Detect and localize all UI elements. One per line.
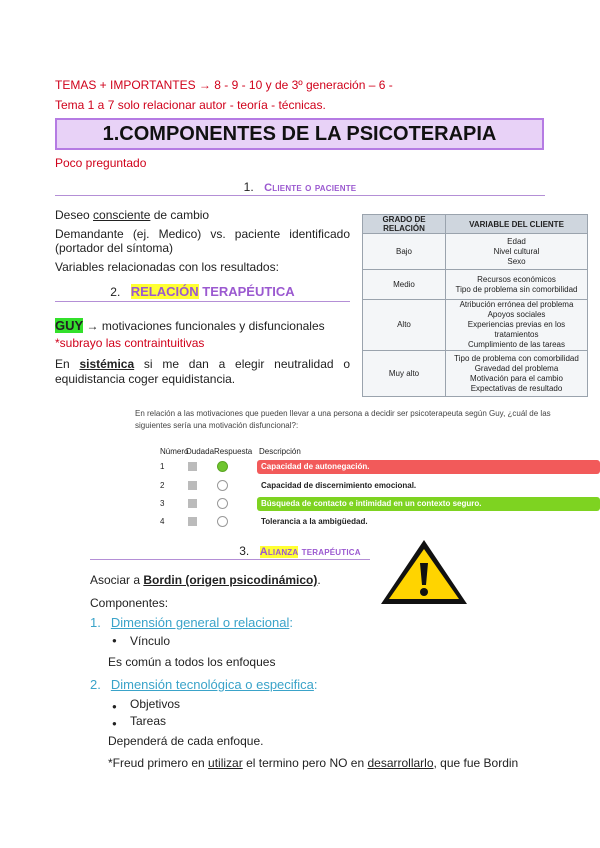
- answer-description: Capacidad de autonegación.: [257, 460, 600, 474]
- asociar-text: Asociar a Bordin (origen psicodinámico).: [90, 573, 321, 587]
- quiz-row[interactable]: 1 Capacidad de autonegación.: [160, 460, 590, 474]
- answer-radio[interactable]: [217, 498, 228, 509]
- section-1-rule: [55, 195, 545, 196]
- quiz-row[interactable]: 4 Tolerancia a la ambigüedad.: [160, 515, 590, 529]
- section-1-number: 1.: [243, 180, 254, 194]
- header-line-2: Tema 1 a 7 solo relacionar autor - teoría - técnicas.: [55, 98, 326, 112]
- quiz-header-num: Número: [160, 447, 189, 456]
- list-item: ● Tareas: [108, 713, 180, 730]
- dudada-checkbox[interactable]: [188, 499, 197, 508]
- table-vars: Atribución errónea del problema Apoyos sociales Experiencias previas en los tratamientos Cumplimiento de las tareas: [446, 300, 588, 351]
- variables-text: Variables relacionadas con los resultados:: [55, 260, 279, 274]
- dimension-2-link[interactable]: Dimensión tecnológica o especifica: [110, 677, 314, 692]
- warning-triangle-icon: [378, 537, 470, 607]
- section-1-label: Cliente o paciente: [264, 182, 357, 194]
- answer-description: Búsqueda de contacto e intimidad en un contexto seguro.: [257, 497, 600, 511]
- quiz-row[interactable]: 2 Capacidad de discernimiento emocional.: [160, 479, 590, 493]
- sistemica-text: En sistémica si me dan a elegir neutralidad o equidistancia coger equidistancia.: [55, 357, 350, 386]
- variables-table: [362, 214, 588, 397]
- guy-line: GUY → motivaciones funcionales y disfuncionales: [55, 318, 325, 333]
- dimension-2-heading: 2. Dimensión tecnológica o especifica:: [90, 677, 318, 692]
- answer-radio[interactable]: [217, 461, 228, 472]
- quiz-header-dudada: Dudada: [186, 447, 215, 456]
- table-grade: Bajo: [363, 234, 446, 270]
- table-grade: Alto: [363, 300, 446, 351]
- section-2-label: RELACIÓN TERAPÉUTICA: [130, 284, 295, 299]
- dudada-checkbox[interactable]: [188, 517, 197, 526]
- table-header-variable: VARIABLE DEL CLIENTE: [446, 215, 588, 234]
- deseo-text: Deseo consciente de cambio: [55, 208, 210, 222]
- answer-description: Capacidad de discernimiento emocional.: [261, 481, 417, 490]
- table-vars: Edad Nivel cultural Sexo: [446, 234, 588, 270]
- list-item: ● Objetivos: [108, 696, 180, 713]
- guy-name: GUY: [55, 318, 84, 333]
- section-3-rule: [90, 559, 370, 560]
- componentes-label: Componentes:: [90, 596, 169, 610]
- section-3-number: 3.: [239, 544, 250, 558]
- quiz-header-descripcion: Descripción: [259, 447, 301, 456]
- section-3-heading: [0, 542, 600, 560]
- demandante-text: Demandante (ej. Medico) vs. paciente identificado (portador del síntoma): [55, 227, 350, 255]
- dimension-2-note: Dependerá de cada enfoque.: [108, 734, 264, 748]
- table-grade: Medio: [363, 270, 446, 300]
- table-vars: Recursos económicos Tipo de problema sin comorbilidad: [446, 270, 588, 300]
- dudada-checkbox[interactable]: [188, 462, 197, 471]
- dimension-1-note: Es común a todos los enfoques: [108, 655, 276, 669]
- section-1-heading: [0, 178, 600, 196]
- answer-radio[interactable]: [217, 480, 228, 491]
- poco-preguntado: Poco preguntado: [55, 156, 147, 170]
- table-header-grado: GRADO DE RELACIÓN: [363, 215, 446, 234]
- quiz-question: En relación a las motivaciones que pueden llevar a una persona a decidir ser psicoterapeuta según Guy, ¿cuál de las siguientes sería una motivación disfuncional?:: [135, 409, 551, 430]
- freud-note: *Freud primero en utilizar el termino pero NO en desarrollarlo, que fue Bordin: [108, 756, 519, 770]
- table-vars: Tipo de problema con comorbilidad Gravedad del problema Motivación para el cambio Expectativas de resultado: [446, 351, 588, 397]
- section-2-heading: [55, 283, 350, 301]
- page-title: 1.COMPONENTES DE LA PSICOTERAPIA: [55, 118, 544, 150]
- dimension-1-link[interactable]: Dimensión general o relacional: [110, 615, 290, 630]
- quiz-header-respuesta: Respuesta: [214, 447, 253, 456]
- quiz-row[interactable]: 3 Búsqueda de contacto e intimidad en un contexto seguro.: [160, 497, 590, 511]
- dudada-checkbox[interactable]: [188, 481, 197, 490]
- guy-note: *subrayo las contraintuitivas: [55, 336, 205, 350]
- list-item: ● Vínculo: [108, 634, 170, 648]
- dimension-1-list: [108, 634, 170, 648]
- section-2-rule: [55, 301, 350, 302]
- dimension-2-list: [108, 696, 180, 730]
- table-grade: Muy alto: [363, 351, 446, 397]
- section-2-number: 2.: [110, 285, 121, 299]
- section-3-label: Alianza terapéutica: [259, 546, 361, 558]
- dimension-1-heading: 1. Dimensión general o relacional:: [90, 615, 293, 630]
- answer-description: Tolerancia a la ambigüedad.: [261, 517, 368, 526]
- header-line-1: TEMAS + IMPORTANTES → 8 - 9 - 10 y de 3º generación – 6 -: [55, 78, 393, 92]
- answer-radio[interactable]: [217, 516, 228, 527]
